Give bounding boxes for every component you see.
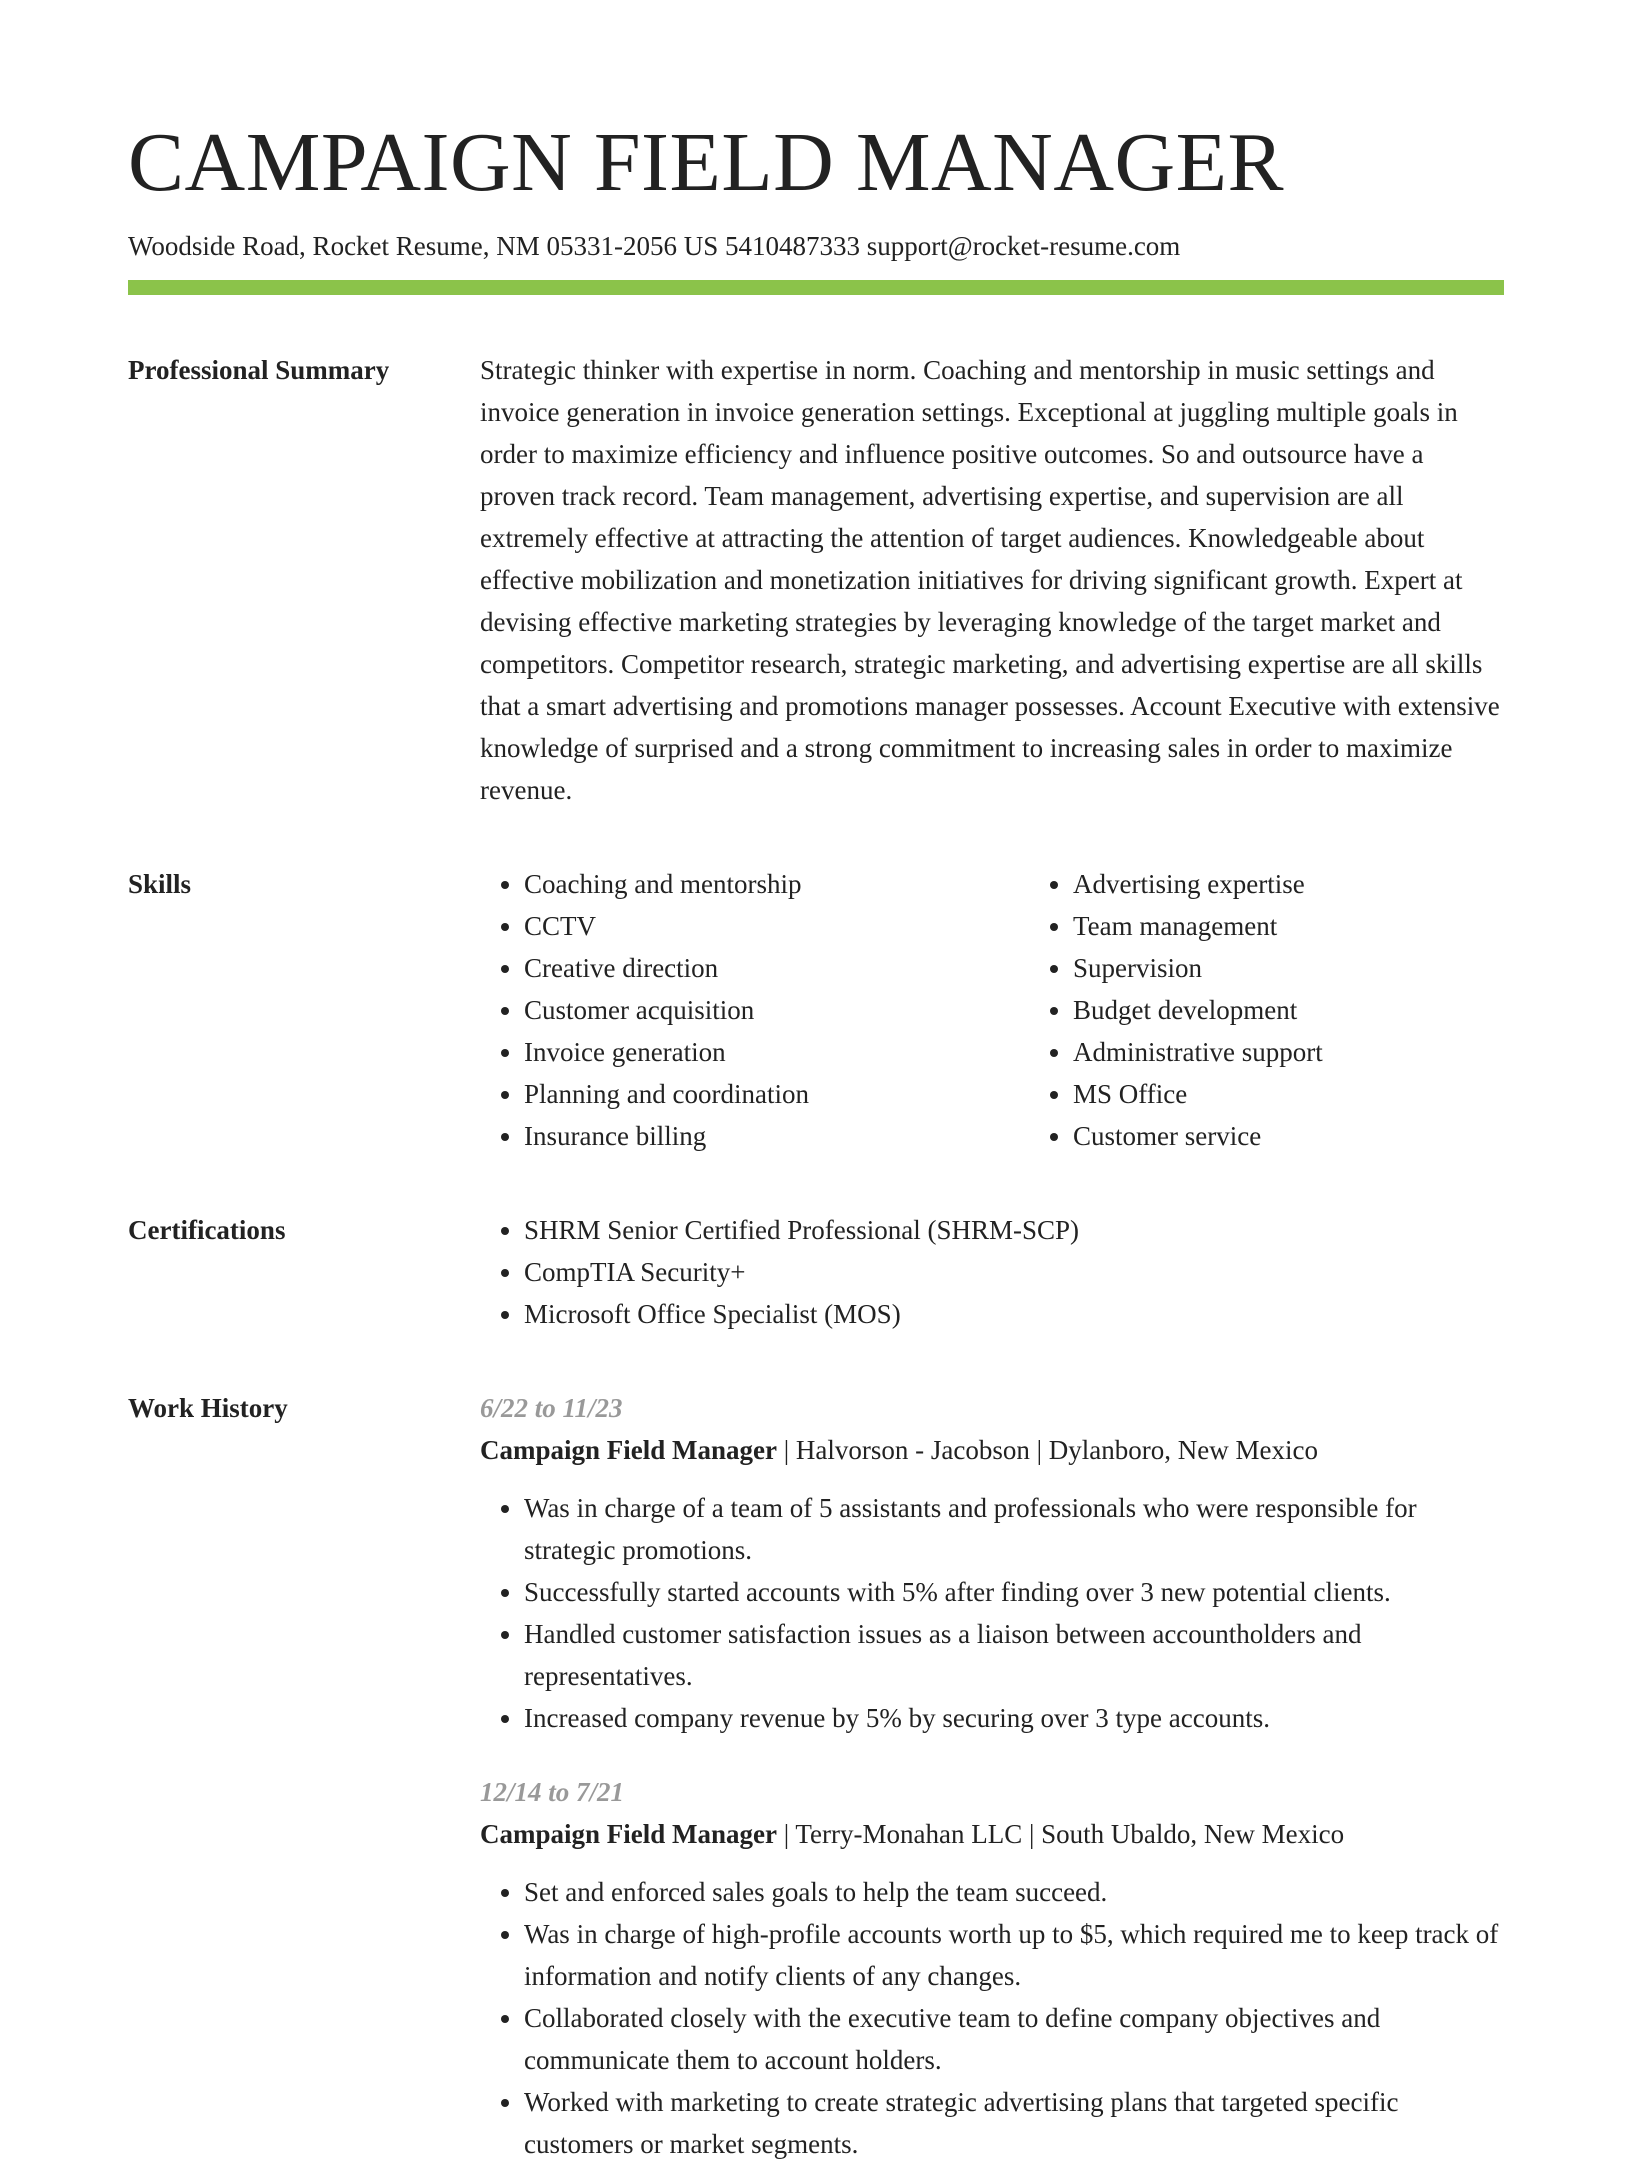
certifications-list	[480, 1209, 1504, 1335]
job-details: | Halvorson - Jacobson | Dylanboro, New Mexico	[777, 1434, 1318, 1465]
certification-item: • SHRM Senior Certified Professional (SHRM-SCP)	[524, 1209, 1504, 1251]
job-bullet: • Set and enforced sales goals to help the team succeed.	[524, 1871, 1504, 1913]
job-title: Campaign Field Manager	[480, 1818, 777, 1849]
job-bullet: • Worked with marketing to create strategic advertising plans that targeted specific customers or market segments.	[524, 2081, 1504, 2165]
skill-item: • Customer service	[1073, 1115, 1578, 1157]
skill-item: • Insurance billing	[524, 1115, 1029, 1157]
skill-item: • Creative direction	[524, 947, 1029, 989]
candidate-name: CAMPAIGN FIELD MANAGER	[128, 116, 1284, 209]
work-history-section	[128, 1387, 1504, 2165]
job-details: | Terry-Monahan LLC | South Ubaldo, New Mexico	[777, 1818, 1345, 1849]
summary-text: Strategic thinker with expertise in norm. Coaching and mentorship in music settings and invoice generation in invoice generation settings. Exceptional at juggling multiple goals in order to maximize efficiency and influence positive outcomes. So and outsource have a proven track record. Team management, advertising expertise, and supervision are all extremely effective at attracting the attention of target audiences. Knowledgeable about effective mobilization and monetization initiatives for driving significant growth. Expert at devising effective marketing strategies by leveraging knowledge of the target market and competitors. Competitor research, strategic marketing, and advertising expertise are all skills that a smart advertising and promotions manager possesses. Account Executive with extensive knowledge of surprised and a strong commitment to increasing sales in order to maximize revenue.	[480, 354, 1500, 805]
skills-column-2	[1029, 863, 1578, 1157]
work-history-label: Work History	[128, 1392, 288, 1423]
certifications-section	[128, 1209, 1504, 1335]
contact-line: Woodside Road, Rocket Resume, NM 05331-2056 US 5410487333 support@rocket-resume.com	[128, 230, 1181, 261]
skill-item: • Administrative support	[1073, 1031, 1578, 1073]
job-dates: 6/22 to 11/23	[480, 1392, 623, 1423]
skill-item: • Invoice generation	[524, 1031, 1029, 1073]
skills-section	[128, 863, 1504, 1157]
accent-rule	[128, 280, 1504, 295]
job-entry	[480, 1771, 1504, 2165]
certification-item: • Microsoft Office Specialist (MOS)	[524, 1293, 1504, 1335]
job-title: Campaign Field Manager	[480, 1434, 777, 1465]
job-bullet: • Collaborated closely with the executive team to define company objectives and communicate them to account holders.	[524, 1997, 1504, 2081]
job-entry	[480, 1387, 1504, 1739]
skill-item: • Advertising expertise	[1073, 863, 1578, 905]
job-bullets	[480, 1487, 1504, 1739]
job-title-line	[480, 1813, 1504, 1855]
skill-item: • Coaching and mentorship	[524, 863, 1029, 905]
certification-item: • CompTIA Security+	[524, 1251, 1504, 1293]
skill-item: • CCTV	[524, 905, 1029, 947]
certifications-label: Certifications	[128, 1214, 286, 1245]
job-bullet: • Successfully started accounts with 5% after finding over 3 new potential clients.	[524, 1571, 1504, 1613]
job-bullet: • Handled customer satisfaction issues as a liaison between accountholders and representatives.	[524, 1613, 1504, 1697]
skills-label: Skills	[128, 868, 192, 899]
skills-column-1	[480, 863, 1029, 1157]
job-title-line	[480, 1429, 1504, 1471]
job-bullets	[480, 1871, 1504, 2165]
skill-item: • MS Office	[1073, 1073, 1578, 1115]
skill-item: • Supervision	[1073, 947, 1578, 989]
skill-item: • Customer acquisition	[524, 989, 1029, 1031]
skills-grid	[480, 863, 1578, 1157]
job-dates: 12/14 to 7/21	[480, 1776, 625, 1807]
job-bullet: • Increased company revenue by 5% by securing over 3 type accounts.	[524, 1697, 1504, 1739]
resume-page	[128, 118, 1504, 2165]
skill-item: • Budget development	[1073, 989, 1578, 1031]
job-bullet: • Was in charge of high-profile accounts worth up to $5, which required me to keep track of information and notify clients of any changes.	[524, 1913, 1504, 1997]
skill-item: • Planning and coordination	[524, 1073, 1029, 1115]
summary-section	[128, 349, 1504, 811]
job-bullet: • Was in charge of a team of 5 assistants and professionals who were responsible for strategic promotions.	[524, 1487, 1504, 1571]
summary-label: Professional Summary	[128, 354, 390, 385]
skill-item: • Team management	[1073, 905, 1578, 947]
